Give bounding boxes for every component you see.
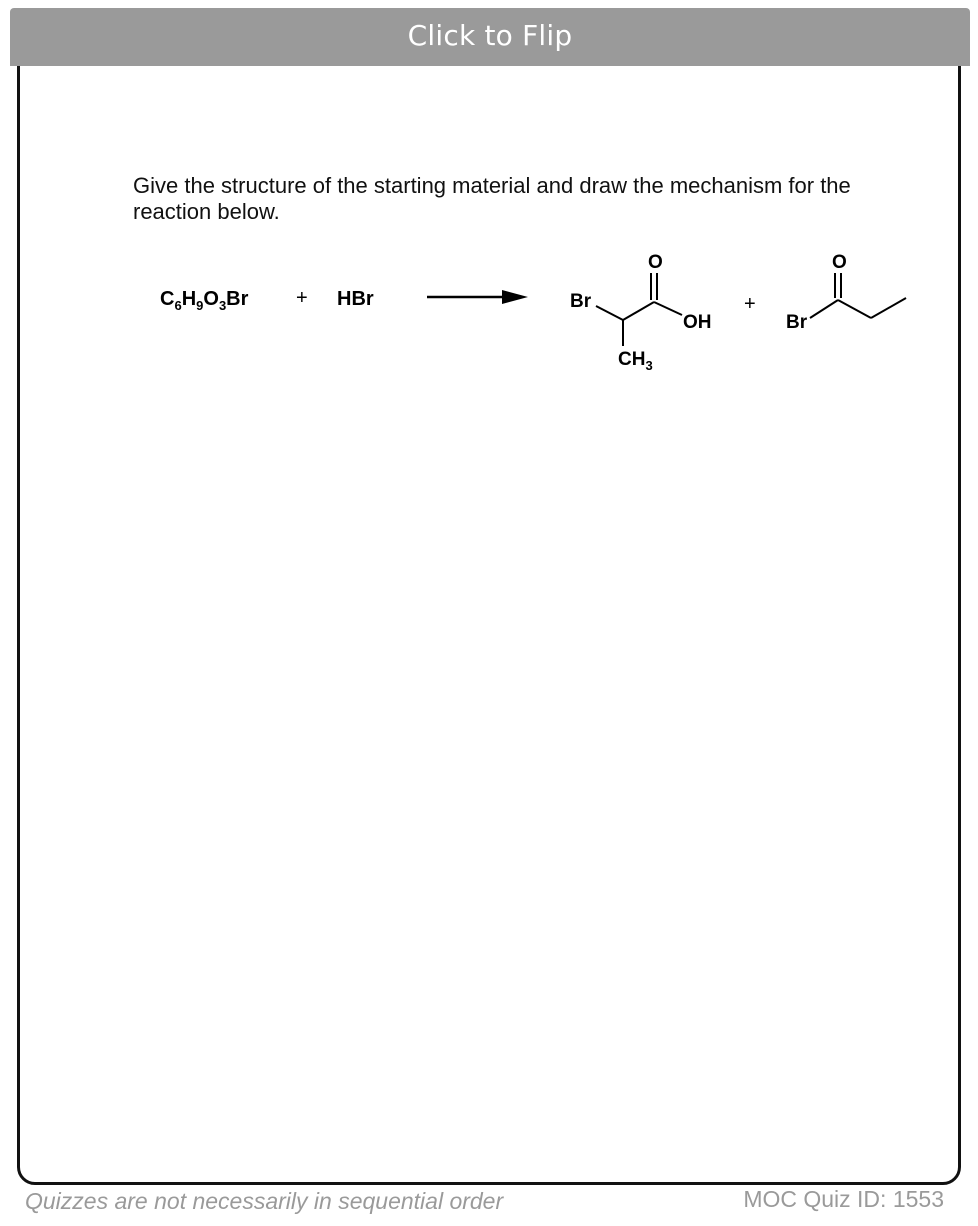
plus-sign-1: + [296,287,308,309]
product-1-br: Br [570,291,592,312]
footer-note: Quizzes are not necessarily in sequential order [25,1188,504,1214]
reaction-arrow [427,290,528,304]
flip-button-label: Click to Flip [407,18,573,52]
reaction-diagram [140,240,940,390]
flip-button[interactable] [10,8,970,66]
reagent-hbr: HBr [337,288,374,310]
product-1-oh: OH [683,312,712,333]
question-text: Give the structure of the starting material and draw the mechanism for the reaction below. [133,173,851,224]
product-2-br: Br [786,312,808,333]
product-1-ch3: $CH_3$ [618,349,653,373]
product-2-o: O [832,252,847,273]
reactant-formula: $C_6H_9O_3Br$ [160,288,249,313]
quiz-id: MOC Quiz ID: 1553 [743,1186,944,1212]
product-1-structure [570,252,712,373]
plus-sign-2: + [744,293,756,315]
reaction-scheme [140,240,940,390]
product-1-o: O [648,252,663,273]
product-2-structure [786,252,906,333]
